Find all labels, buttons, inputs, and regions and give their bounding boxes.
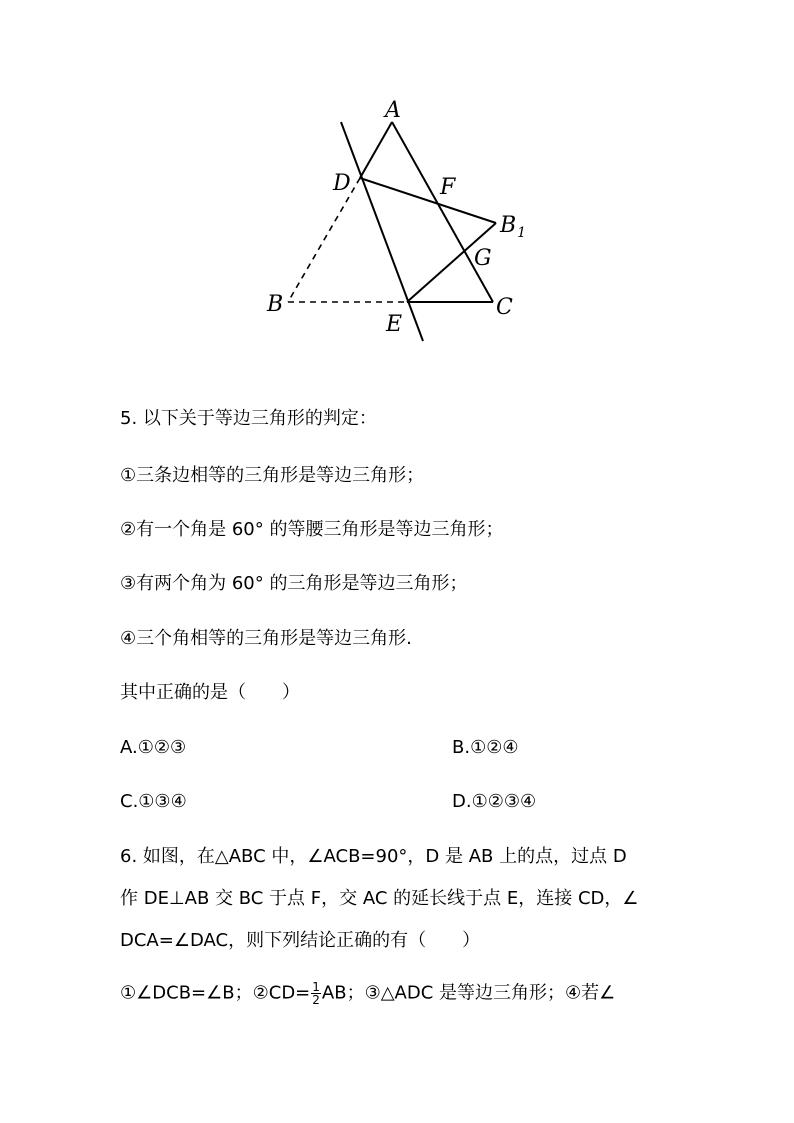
geometry-figure xyxy=(0,0,794,360)
label-B: B xyxy=(267,292,284,317)
label-G: G xyxy=(474,246,492,271)
q5-statement-4: ④三个角相等的三角形是等边三角形. xyxy=(120,628,412,649)
label-E: E xyxy=(386,312,403,337)
q5-option-d[interactable]: D.①②③④ xyxy=(452,791,537,812)
q6-line-1: 6. 如图，在△ABC 中，∠ACB=90°，D 是 AB 上的点，过点 D xyxy=(120,846,627,867)
fraction-one-half xyxy=(311,981,321,1006)
label-D: D xyxy=(333,171,351,196)
dashed-DB xyxy=(288,178,360,302)
label-A: A xyxy=(385,98,401,123)
q5-statement-3: ③有两个角为 60° 的三角形是等边三角形； xyxy=(120,573,468,594)
q5-option-a[interactable]: A.①②③ xyxy=(120,737,187,758)
fraction-numerator: 1 xyxy=(312,980,320,994)
q6-line-4-end: AB；③△ADC 是等边三角形；④若∠ xyxy=(321,982,616,1004)
fraction-denominator: 2 xyxy=(312,993,320,1007)
label-B1 xyxy=(499,213,526,241)
label-B1-sub: 1 xyxy=(517,225,527,241)
q6-line-4 xyxy=(120,981,615,1006)
q5-question: 其中正确的是（ ） xyxy=(120,682,300,703)
label-B1-main: B xyxy=(500,213,517,238)
segment-AD xyxy=(360,122,392,178)
segment-AC xyxy=(392,122,493,302)
q5-statement-1: ①三条边相等的三角形是等边三角形； xyxy=(120,465,425,486)
label-F: F xyxy=(440,175,456,200)
label-C: C xyxy=(496,295,513,320)
q5-option-c[interactable]: C.①③④ xyxy=(120,791,187,812)
q5-stem: 5. 以下关于等边三角形的判定： xyxy=(120,408,377,429)
q6-line-3: DCA=∠DAC，则下列结论正确的有（ ） xyxy=(120,930,481,951)
q5-statement-2: ②有一个角是 60° 的等腰三角形是等边三角形； xyxy=(120,519,504,540)
q6-line-4-start: ①∠DCB=∠B；②CD= xyxy=(120,982,311,1004)
q5-option-b[interactable]: B.①②④ xyxy=(452,737,519,758)
q6-line-2: 作 DE⊥AB 交 BC 于点 F，交 AC 的延长线于点 E，连接 CD，∠ xyxy=(120,888,639,909)
